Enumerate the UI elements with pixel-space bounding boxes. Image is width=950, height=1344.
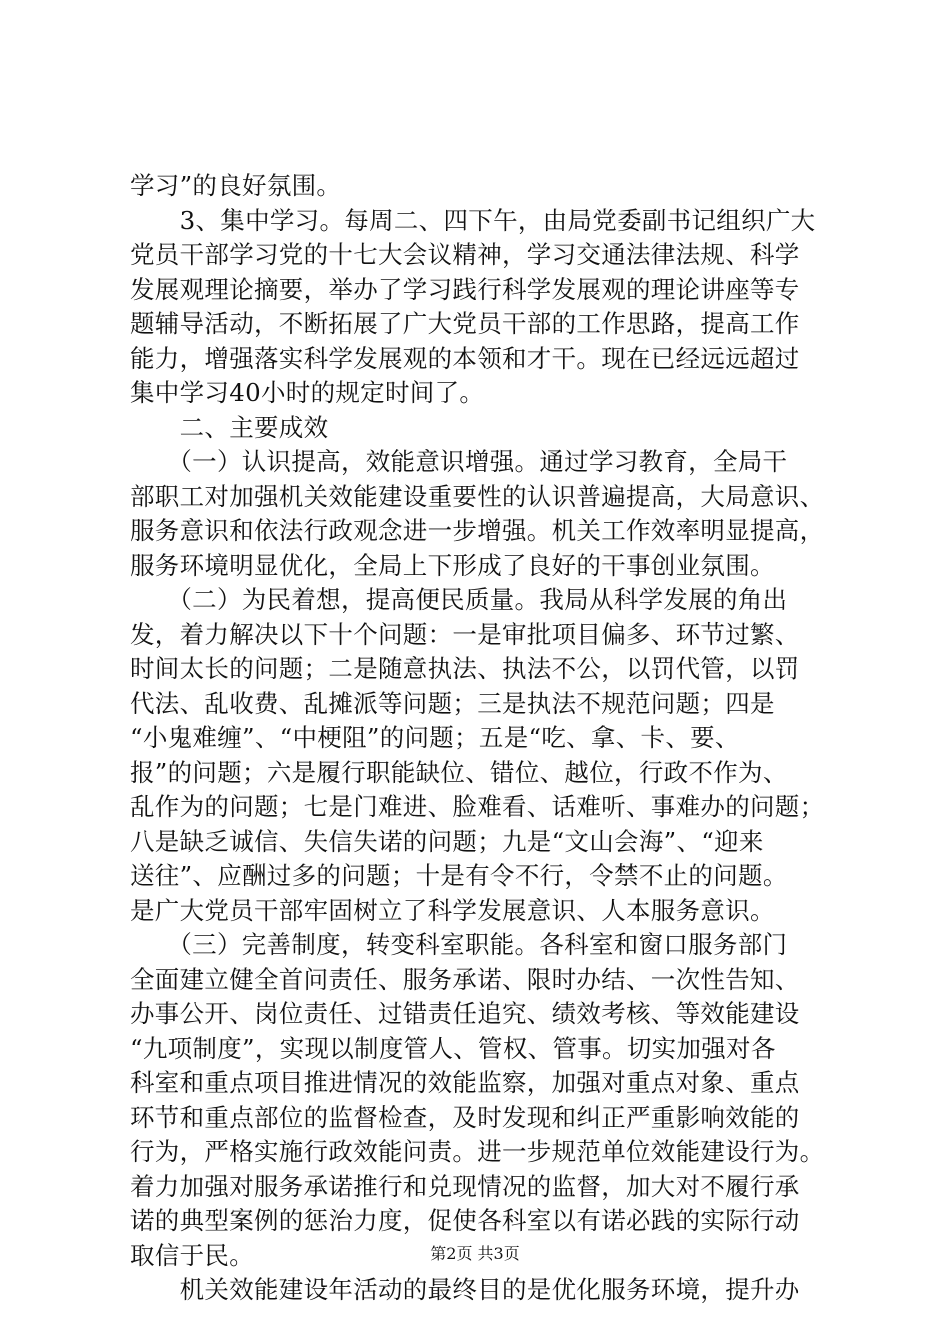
text-line: 着力加强对服务承诺推行和兑现情况的监督，加大对不履行承 xyxy=(130,1171,800,1201)
text-line: 二、主要成效 xyxy=(130,412,329,442)
text-line: 代法、乱收费、乱摊派等问题；三是执法不规范问题；四是 xyxy=(130,688,775,718)
page-footer: 第2页 共3页 xyxy=(430,1244,520,1263)
text-line: 行为，严格实施行政效能问责。进一步规范单位效能建设行为。 xyxy=(130,1137,825,1166)
text-line: 时间太长的问题；二是随意执法、执法不公，以罚代管，以罚 xyxy=(130,654,800,683)
text-line: 服务环境明显优化，全局上下形成了良好的干事创业氛围。 xyxy=(130,550,775,580)
text-line: 报”的问题；六是履行职能缺位、错位、越位，行政不作为、 xyxy=(130,757,788,787)
text-line: 机关效能建设年活动的最终目的是优化服务环境，提升办 xyxy=(130,1275,800,1304)
text-line: 部职工对加强机关效能建设重要性的认识普遍提高，大局意识、 xyxy=(130,481,825,511)
text-line: 乱作为的问题；七是门难进、脸难看、话难听、事难办的问题； xyxy=(130,792,825,821)
text-line: 3、集中学习。每周二、四下午，由局党委副书记组织广大 xyxy=(130,205,816,235)
text-line: 全面建立健全首问责任、服务承诺、限时办结、一次性告知、 xyxy=(130,964,800,994)
text-line: （一）认识提高，效能意识增强。通过学习教育，全局干 xyxy=(130,447,788,476)
text-line: “九项制度”，实现以制度管人、管权、管事。切实加强对各 xyxy=(130,1033,776,1063)
text-line: 服务意识和依法行政观念进一步增强。机关工作效率明显提高， xyxy=(130,516,825,545)
text-line: （二）为民着想，提高便民质量。我局从科学发展的角出 xyxy=(130,585,788,614)
text-line: 诺的典型案例的惩治力度，促使各科室以有诺必践的实际行动 xyxy=(130,1206,800,1235)
text-line: 发，着力解决以下十个问题：一是审批项目偏多、环节过繁、 xyxy=(130,619,800,649)
text-line: （三）完善制度，转变科室职能。各科室和窗口服务部门 xyxy=(130,930,788,959)
text-line: 党员干部学习党的十七大会议精神，学习交通法律法规、科学 xyxy=(130,240,800,269)
text-line: “小鬼难缠”、“中梗阻”的问题；五是“吃、拿、卡、要、 xyxy=(130,723,740,752)
text-line: 八是缺乏诚信、失信失诺的问题；九是“文山会海”、“迎来 xyxy=(130,826,764,856)
text-line: 办事公开、岗位责任、过错责任追究、绩效考核、等效能建设 xyxy=(130,999,800,1028)
text-line: 集中学习40小时的规定时间了。 xyxy=(130,378,485,407)
text-line: 是广大党员干部牢固树立了科学发展意识、人本服务意识。 xyxy=(130,895,775,925)
text-line: 能力，增强落实科学发展观的本领和才干。现在已经远远超过 xyxy=(130,343,800,373)
body-text xyxy=(130,169,840,1308)
text-line: 题辅导活动，不断拓展了广大党员干部的工作思路，提高工作 xyxy=(130,309,800,338)
text-line: 学习”的良好氛围。 xyxy=(130,171,342,200)
text-line: 发展观理论摘要，举办了学习践行科学发展观的理论讲座等专 xyxy=(130,274,800,304)
text-line: 科室和重点项目推进情况的效能监察，加强对重点对象、重点 xyxy=(130,1068,800,1097)
text-line: 环节和重点部位的监督检查，及时发现和纠正严重影响效能的 xyxy=(130,1102,800,1132)
text-line: 送往”、应酬过多的问题；十是有令不行，令禁不止的问题。 xyxy=(130,861,788,890)
text-line: 取信于民。 xyxy=(130,1240,254,1270)
